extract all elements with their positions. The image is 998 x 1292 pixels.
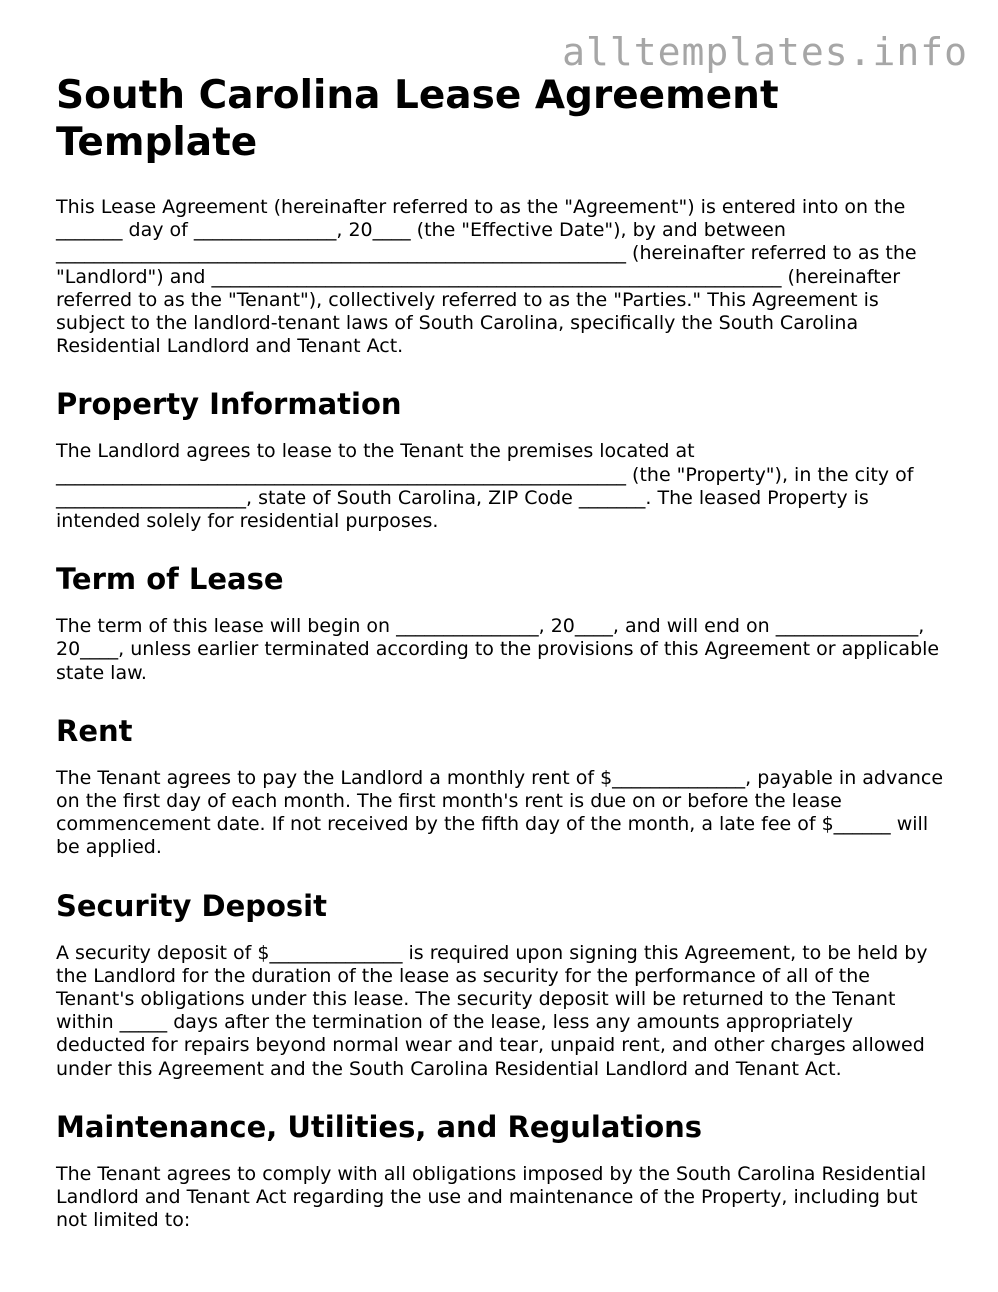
paragraph-maintenance: The Tenant agrees to comply with all obligations imposed by the South Carolina Residential Landlord and Tenant Act regarding the use and maintenance of the Property, including but not limited to: (56, 1162, 927, 1232)
heading-property-information: Property Information (56, 387, 402, 422)
paragraph-property-information: The Landlord agrees to lease to the Tenant the premises located at ____________________________________________________________ (the "Property"), in the city of ____________________, state of South Carolina, ZIP Code _______. The leased Property is intended solely for residential purposes. (56, 440, 914, 533)
document-body (56, 68, 946, 1232)
paragraph-security-deposit: A security deposit of $______________ is required upon signing this Agreement, to be held by the Landlord for the duration of the lease as security for the performance of all of the Tenant's obligations under this lease. The security deposit will be returned to the Tenant within _____ days after the termination of the lease, less any amounts appropriately deducted for repairs beyond normal wear and tear, unpaid rent, and other charges allowed under this Agreement and the South Carolina Residential Landlord and Tenant Act. (56, 941, 928, 1080)
heading-maintenance: Maintenance, Utilities, and Regulations (56, 1109, 703, 1144)
document-title: South Carolina Lease Agreement Template (56, 73, 779, 165)
watermark: alltemplates.info (562, 30, 968, 74)
heading-security-deposit: Security Deposit (56, 888, 327, 923)
paragraph-rent: The Tenant agrees to pay the Landlord a monthly rent of $______________, payable in advance on the first day of each month. The first month's rent is due on or before the lease commencement date. If not received by the fifth day of the month, a late fee of $______ will be applied. (56, 766, 944, 859)
heading-rent: Rent (56, 713, 133, 748)
paragraph-term-of-lease: The term of this lease will begin on _______________, 20____, and will end on _______________, 20____, unless earlier terminated according to the provisions of this Agreement or applicable state law. (56, 615, 940, 684)
intro-paragraph: This Lease Agreement (hereinafter referred to as the "Agreement") is entered into on the _______ day of _______________, 20____ (the "Effective Date"), by and between ____________________________________________________________ (hereinafter referred to as the "Landlord") and ____________________________________________________________ (hereinafter referred to as the "Tenant"), collectively referred to as the "Parties." This Agreement is subject to the landlord-tenant laws of South Carolina, specifically the South Carolina Residential Landlord and Tenant Act. (56, 196, 917, 358)
heading-term-of-lease: Term of Lease (56, 562, 284, 597)
